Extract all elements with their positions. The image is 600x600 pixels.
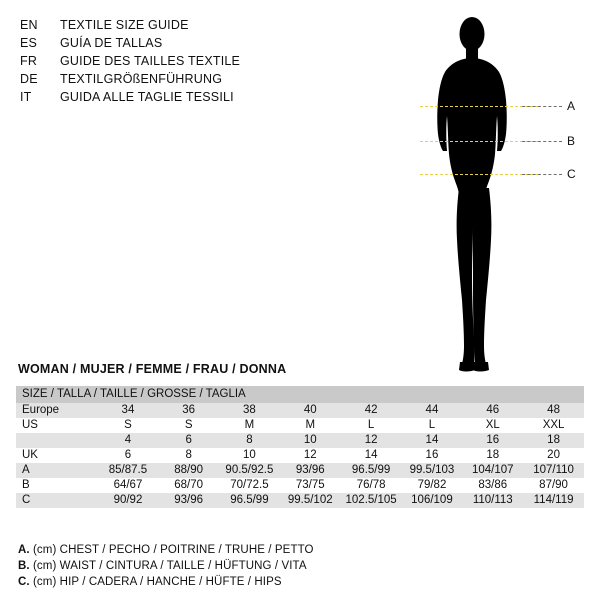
table-cell: 114/119 (523, 493, 584, 508)
table-cell: L (341, 418, 402, 433)
table-cell: S (98, 418, 159, 433)
table-cell: 14 (341, 448, 402, 463)
marker-label-c: C (567, 167, 576, 181)
table-cell: XL (462, 418, 523, 433)
language-title: GUIDA ALLE TAGLIE TESSILI (60, 90, 234, 104)
table-cell: 70/72.5 (219, 478, 280, 493)
table-cell: 106/109 (402, 493, 463, 508)
hip-measure-extension (522, 174, 562, 175)
marker-label-a: A (567, 99, 576, 113)
table-row (16, 478, 584, 493)
legend-row (18, 558, 578, 574)
table-cell: 36 (158, 403, 219, 418)
table-cell: XXL (523, 418, 584, 433)
table-cell: 16 (402, 448, 463, 463)
table-cell: 16 (462, 433, 523, 448)
table-cell: 12 (341, 433, 402, 448)
legend-row (18, 542, 578, 558)
table-cell: 10 (280, 433, 341, 448)
row-label: Europe (16, 403, 98, 418)
table-cell: 46 (462, 403, 523, 418)
measurement-legend (18, 542, 578, 590)
row-label: C (16, 493, 98, 508)
table-cell: 34 (98, 403, 159, 418)
woman-silhouette-icon (412, 8, 532, 378)
table-cell: 87/90 (523, 478, 584, 493)
table-cell: 76/78 (341, 478, 402, 493)
table-cell: 6 (158, 433, 219, 448)
language-row (20, 88, 320, 106)
table-cell: 85/87.5 (98, 463, 159, 478)
table-cell: M (280, 418, 341, 433)
language-code: IT (20, 90, 32, 104)
table-cell: 8 (158, 448, 219, 463)
table-cell: 18 (462, 448, 523, 463)
table-cell: 64/67 (98, 478, 159, 493)
female-silhouette-figure (402, 8, 582, 378)
table-cell: 40 (280, 403, 341, 418)
table-cell: 10 (219, 448, 280, 463)
legend-text: (cm) CHEST / PECHO / POITRINE / TRUHE / PETTO (33, 544, 314, 556)
table-cell: L (402, 418, 463, 433)
table-cell: 104/107 (462, 463, 523, 478)
language-row (20, 34, 320, 52)
language-title: GUÍA DE TALLAS (60, 36, 163, 50)
row-label: A (16, 463, 98, 478)
chest-measure-line (420, 106, 538, 107)
table-cell: 44 (402, 403, 463, 418)
table-cell: 18 (523, 433, 584, 448)
table-cell: 102.5/105 (341, 493, 402, 508)
hip-measure-line (420, 174, 538, 175)
legend-row (18, 574, 578, 590)
legend-text: (cm) HIP / CADERA / HANCHE / HÜFTE / HIPS (33, 576, 282, 588)
table-cell: 79/82 (402, 478, 463, 493)
table-cell: 93/96 (158, 493, 219, 508)
language-title: TEXTILE SIZE GUIDE (60, 18, 189, 32)
legend-key: A. (18, 544, 30, 556)
table-cell: 4 (98, 433, 159, 448)
table-cell: 42 (341, 403, 402, 418)
table-cell: 8 (219, 433, 280, 448)
marker-label-b: B (567, 134, 576, 148)
row-label: B (16, 478, 98, 493)
section-title-woman: WOMAN / MUJER / FEMME / FRAU / DONNA (18, 362, 287, 376)
table-cell: S (158, 418, 219, 433)
language-row (20, 70, 320, 88)
language-row (20, 16, 320, 34)
table-cell: 83/86 (462, 478, 523, 493)
size-table (16, 386, 584, 508)
language-title: TEXTILGRÖßENFÜHRUNG (60, 72, 223, 86)
table-cell: 20 (523, 448, 584, 463)
legend-key: B. (18, 560, 30, 572)
language-code: FR (20, 54, 38, 68)
row-label: US (16, 418, 98, 433)
table-cell: 90/92 (98, 493, 159, 508)
row-label: UK (16, 448, 98, 463)
waist-measure-extension (522, 141, 562, 142)
waist-measure-line (420, 141, 538, 142)
language-code: ES (20, 36, 38, 50)
table-row (16, 433, 584, 448)
language-row (20, 52, 320, 70)
table-cell: M (219, 418, 280, 433)
language-code: DE (20, 72, 38, 86)
table-cell: 110/113 (462, 493, 523, 508)
language-code: EN (20, 18, 38, 32)
table-cell: 68/70 (158, 478, 219, 493)
legend-key: C. (18, 576, 30, 588)
table-row (16, 418, 584, 433)
table-row (16, 493, 584, 508)
language-title: GUIDE DES TAILLES TEXTILE (60, 54, 241, 68)
table-row (16, 448, 584, 463)
table-header-label: SIZE / TALLA / TAILLE / GROSSE / TAGLIA (16, 386, 584, 403)
table-cell: 48 (523, 403, 584, 418)
table-row (16, 463, 584, 478)
table-header-row (16, 386, 584, 403)
table-cell: 99.5/103 (402, 463, 463, 478)
table-cell: 99.5/102 (280, 493, 341, 508)
table-cell: 96.5/99 (341, 463, 402, 478)
table-cell: 6 (98, 448, 159, 463)
legend-text: (cm) WAIST / CINTURA / TAILLE / HÜFTUNG / VITA (33, 560, 307, 572)
table-cell: 73/75 (280, 478, 341, 493)
table-cell: 88/90 (158, 463, 219, 478)
size-table-wrapper (16, 386, 584, 508)
table-cell: 38 (219, 403, 280, 418)
table-cell: 12 (280, 448, 341, 463)
table-cell: 90.5/92.5 (219, 463, 280, 478)
table-row (16, 403, 584, 418)
table-cell: 96.5/99 (219, 493, 280, 508)
table-cell: 14 (402, 433, 463, 448)
chest-measure-extension (522, 106, 562, 107)
language-title-list (20, 16, 320, 106)
table-cell: 93/96 (280, 463, 341, 478)
row-label (16, 433, 98, 448)
table-cell: 107/110 (523, 463, 584, 478)
